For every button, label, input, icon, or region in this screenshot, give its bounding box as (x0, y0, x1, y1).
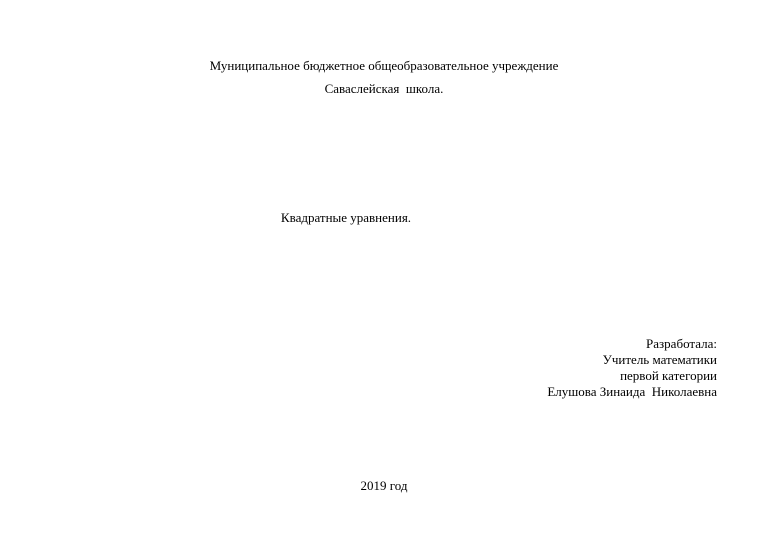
document-title: Квадратные уравнения. (280, 210, 412, 225)
author-name: Елушова Зинаида Николаевна (547, 384, 717, 399)
author-position: Учитель математики (602, 352, 717, 367)
school-name: Саваслейская школа. (324, 81, 444, 96)
institution-name: Муниципальное бюджетное общеобразовательное учреждение (209, 58, 559, 73)
author-category: первой категории (620, 368, 717, 383)
author-developed-by: Разработала: (646, 336, 717, 351)
document-year: 2019 год (360, 478, 408, 493)
